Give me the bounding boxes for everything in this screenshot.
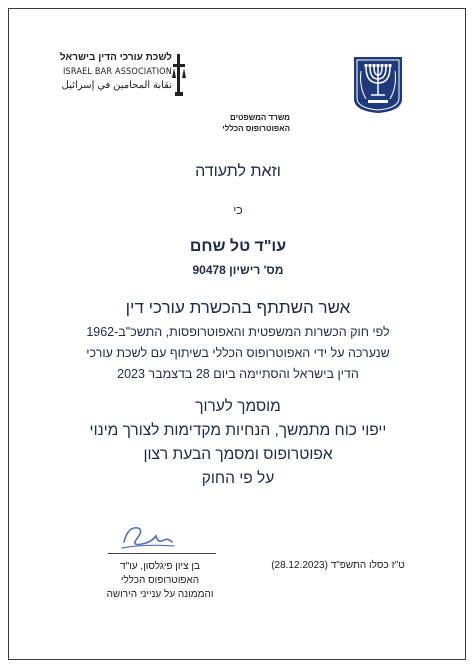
recipient-name: עו"ד טל שחם: [189, 238, 287, 255]
israel-bar-association-logo: [59, 52, 186, 114]
menorah-emblem-icon: [352, 55, 404, 115]
auth-line: ייפוי כוח מתמשך, הנחיות מקדימות לצורך מינוי: [89, 422, 387, 439]
signer-title: האפוטרופוס הכללי: [120, 575, 200, 586]
handwritten-signature: [118, 514, 178, 554]
certificate-authorization: [0, 395, 476, 491]
license-number: מס' רישיון 90478: [192, 263, 284, 277]
department-name: האפוטרופוס הכללי: [222, 124, 290, 133]
signature-line: [108, 553, 216, 554]
bar-logo-english: ISRAEL BAR ASSOCIATION: [62, 67, 172, 77]
certificate-ki: כי: [233, 203, 243, 217]
signer-block: [100, 560, 220, 602]
ministry-of-justice-header: [190, 112, 290, 134]
certificate-title: וזאת לתעודה: [195, 163, 281, 180]
scales-icon: [172, 54, 186, 96]
issue-date: ט"ז כסלו התשפ"ד (28.12.2023): [271, 560, 405, 571]
signer-name: בן ציון פיגלסון, עו"ד: [120, 561, 200, 572]
certificate-body: [0, 322, 476, 385]
body-line: הדין בישראל והסתיימה ביום 28 בדצמבר 2023: [117, 367, 359, 381]
auth-line: אפוטרופוס ומסמך הבעת רצון: [143, 446, 333, 463]
auth-line: על פי החוק: [201, 470, 275, 487]
body-line: לפי חוק הכשרות המשפטית והאפוטרופסות, התשכ"ב-1962: [86, 325, 390, 339]
bar-logo-arabic: نقابة المحامين في إسرائيل: [61, 80, 172, 91]
auth-line: מוסמך לערוך: [195, 398, 281, 415]
certificate-lead: אשר השתתף בהכשרת עורכי דין: [125, 298, 351, 317]
ministry-name: משרד המשפטים: [230, 113, 290, 122]
signer-role: והממונה על ענייני הירושה: [106, 589, 214, 600]
bar-logo-hebrew: לשכת עורכי הדין בישראל: [59, 52, 172, 63]
body-line: שנערכה על ידי האפוטרופוס הכללי בשיתוף עם לשכת עורכי: [86, 346, 390, 360]
